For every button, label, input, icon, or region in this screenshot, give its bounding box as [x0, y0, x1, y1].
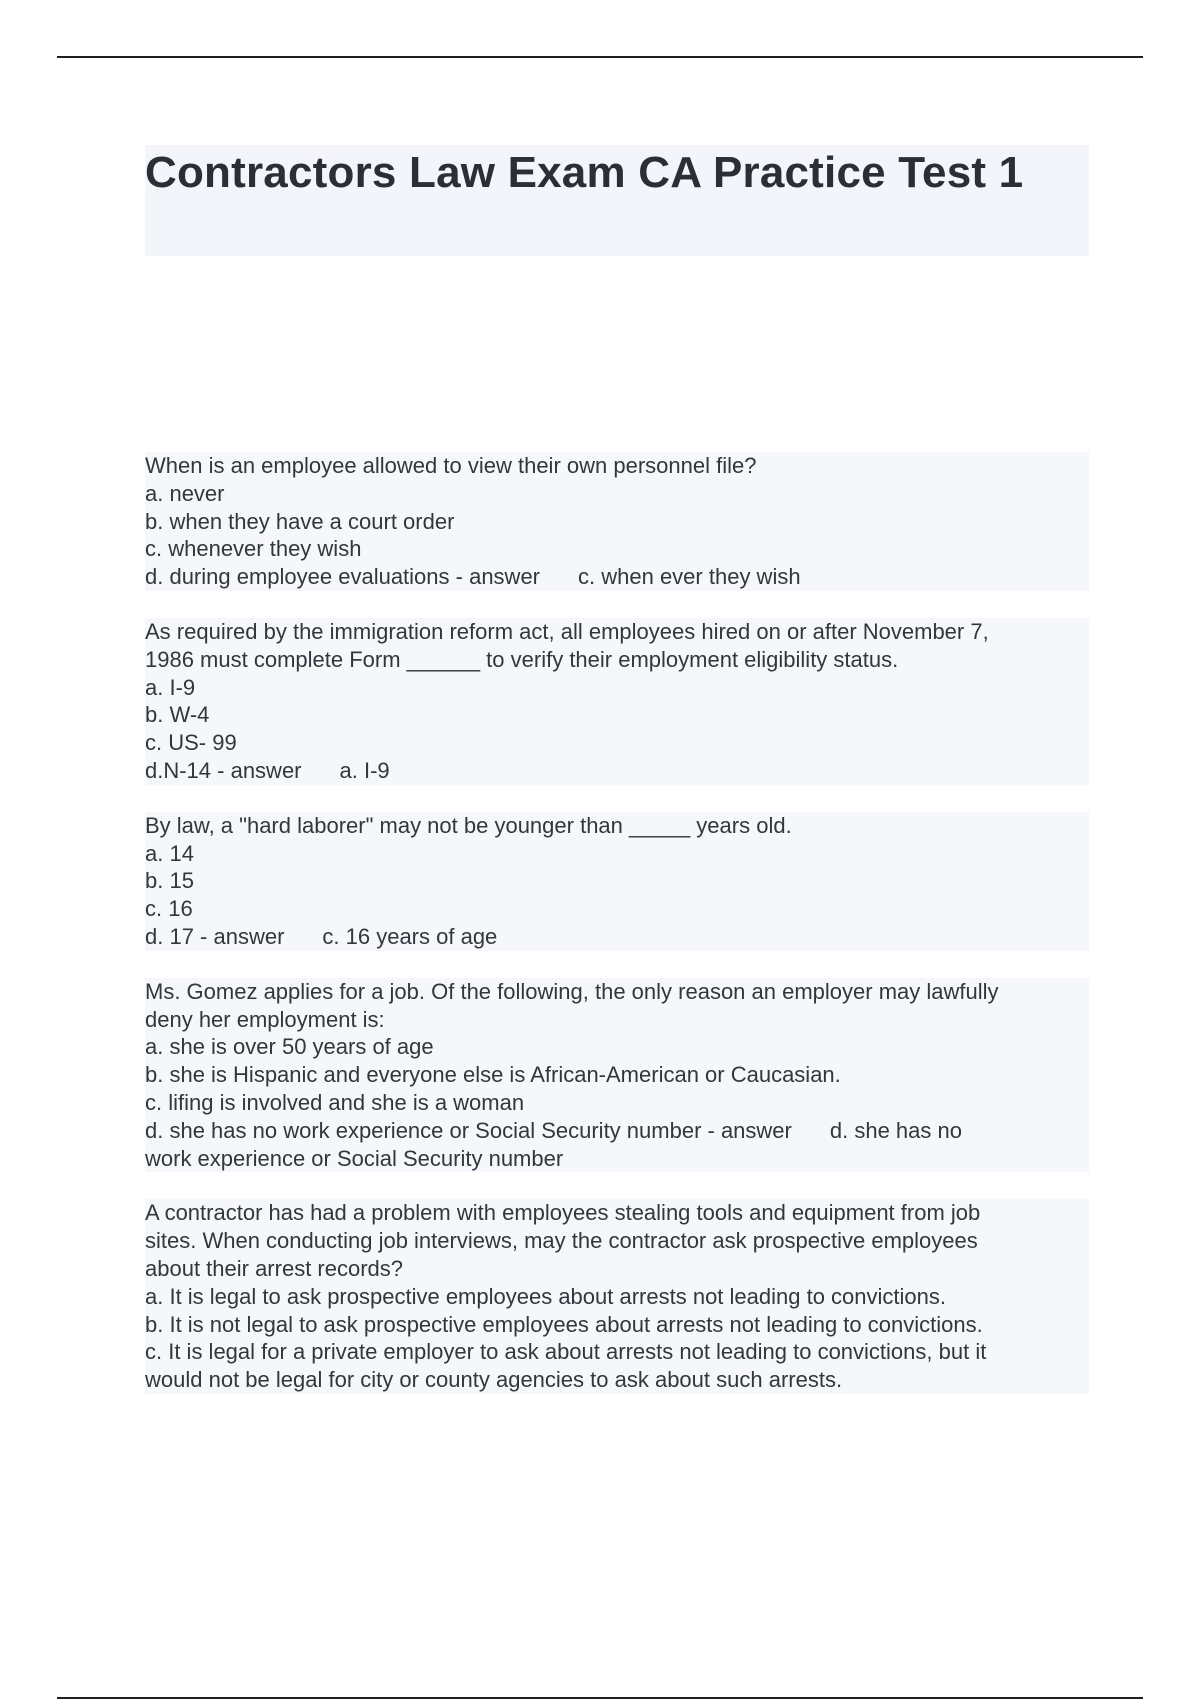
final-option-line — [145, 563, 1089, 591]
question-text: By law, a "hard laborer" may not be younger than _____ years old. — [145, 812, 792, 838]
final-option: d. during employee evaluations - answer — [145, 564, 541, 590]
answer-text: a. I-9 — [339, 757, 390, 783]
question-item — [145, 812, 1089, 951]
question-item — [145, 978, 1089, 1173]
final-option-line — [145, 1117, 1089, 1145]
answer-text: d. she has no — [829, 1117, 962, 1143]
final-option: d. 17 - answer — [145, 923, 285, 949]
option: c. whenever they wish — [145, 536, 362, 562]
option: a. she is over 50 years of age — [145, 1034, 434, 1060]
option: a. It is legal to ask prospective employees about arrests not leading to convictions. — [145, 1283, 946, 1309]
option: b. when they have a court order — [145, 508, 455, 534]
question-item — [145, 452, 1089, 591]
option: c. lifing is involved and she is a woman — [145, 1089, 525, 1115]
option: a. never — [145, 480, 225, 506]
question-list — [145, 452, 1089, 1421]
title-block — [145, 145, 1089, 256]
option: c. It is legal for a private employer to ask about arrests not leading to convictions, but it — [145, 1339, 987, 1365]
question-text: When is an employee allowed to view their own personnel file? — [145, 453, 757, 478]
option: b. W-4 — [145, 702, 210, 728]
option: would not be legal for city or county agencies to ask about such arrests. — [145, 1367, 843, 1393]
question-item — [145, 618, 1089, 785]
bottom-rule — [57, 1697, 1143, 1699]
option: a. I-9 — [145, 674, 196, 700]
final-option: d. she has no work experience or Social Security number - answer — [145, 1117, 792, 1143]
question-text: sites. When conducting job interviews, may the contractor ask prospective employees — [145, 1228, 978, 1254]
question-text: Ms. Gomez applies for a job. Of the following, the only reason an employer may lawfully — [145, 978, 999, 1004]
option: b. 15 — [145, 868, 194, 894]
option: b. It is not legal to ask prospective employees about arrests not leading to convictions. — [145, 1311, 983, 1337]
question-text: 1986 must complete Form ______ to verify their employment eligibility status. — [145, 646, 899, 672]
question-text: about their arrest records? — [145, 1255, 404, 1281]
option: b. she is Hispanic and everyone else is African-American or Caucasian. — [145, 1062, 841, 1088]
option: c. US- 99 — [145, 730, 237, 756]
answer-text: c. when ever they wish — [578, 564, 801, 590]
answer-text-continued: work experience or Social Security number — [145, 1145, 564, 1171]
answer-text: c. 16 years of age — [322, 923, 498, 949]
question-text: As required by the immigration reform act, all employees hired on or after November 7, — [145, 618, 989, 644]
top-rule — [57, 56, 1143, 58]
question-item — [145, 1199, 1089, 1394]
question-text: A contractor has had a problem with employees stealing tools and equipment from job — [145, 1200, 981, 1226]
final-option-line — [145, 757, 1089, 785]
page-title: Contractors Law Exam CA Practice Test 1 — [145, 148, 1024, 197]
final-option-line — [145, 923, 1089, 951]
question-text: deny her employment is: — [145, 1006, 385, 1032]
option: a. 14 — [145, 840, 194, 866]
option: c. 16 — [145, 896, 193, 922]
final-option: d.N-14 - answer — [145, 757, 302, 783]
